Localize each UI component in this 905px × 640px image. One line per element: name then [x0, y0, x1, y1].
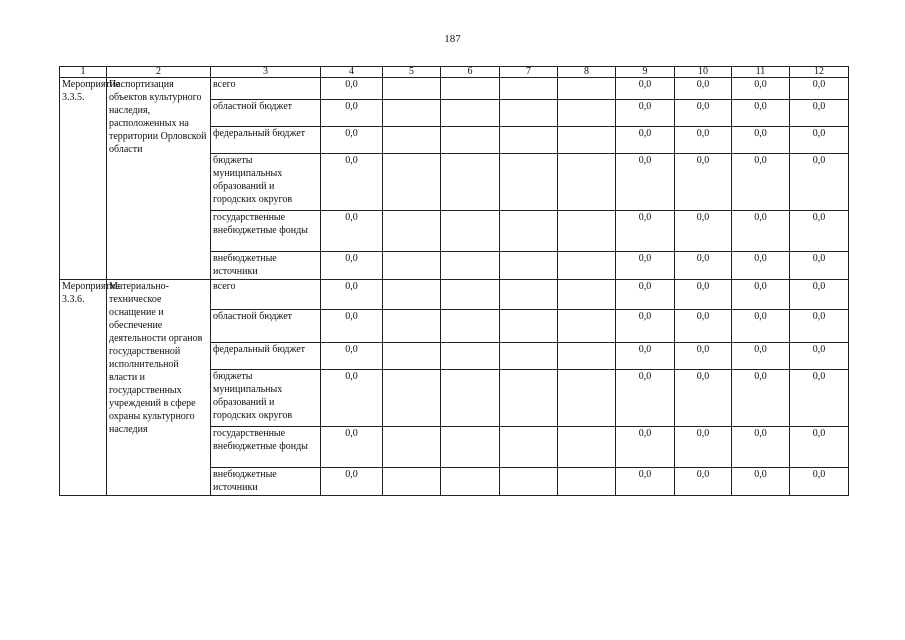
value-cell: 0,0 — [675, 427, 732, 468]
budget-table — [59, 66, 849, 496]
value-cell — [500, 370, 558, 427]
value-cell: 0,0 — [321, 211, 383, 252]
value-cell: 0,0 — [732, 252, 790, 280]
value-cell: 0,0 — [732, 211, 790, 252]
value-cell: 0,0 — [675, 310, 732, 343]
value-cell — [500, 427, 558, 468]
value-cell: 0,0 — [675, 100, 732, 127]
budget-table-body — [60, 78, 849, 496]
funding-source: бюджеты муниципальных образований и городских округов — [211, 154, 321, 211]
value-cell: 0,0 — [732, 154, 790, 211]
column-header: 9 — [616, 67, 675, 78]
value-cell — [558, 370, 616, 427]
value-cell — [500, 100, 558, 127]
value-cell — [383, 100, 441, 127]
value-cell: 0,0 — [321, 100, 383, 127]
value-cell: 0,0 — [616, 468, 675, 496]
value-cell: 0,0 — [732, 427, 790, 468]
funding-source: всего — [211, 78, 321, 100]
funding-source: государственные внебюджетные фонды — [211, 211, 321, 252]
column-header: 10 — [675, 67, 732, 78]
value-cell: 0,0 — [616, 127, 675, 154]
funding-source: всего — [211, 280, 321, 310]
value-cell — [558, 78, 616, 100]
value-cell: 0,0 — [790, 127, 849, 154]
value-cell: 0,0 — [790, 343, 849, 370]
funding-source: федеральный бюджет — [211, 127, 321, 154]
value-cell: 0,0 — [732, 127, 790, 154]
value-cell — [558, 343, 616, 370]
value-cell — [383, 427, 441, 468]
funding-source: государственные внебюджетные фонды — [211, 427, 321, 468]
value-cell — [441, 100, 500, 127]
value-cell: 0,0 — [790, 427, 849, 468]
value-cell: 0,0 — [675, 468, 732, 496]
value-cell: 0,0 — [790, 370, 849, 427]
value-cell — [500, 154, 558, 211]
value-cell: 0,0 — [616, 280, 675, 310]
column-header: 1 — [60, 67, 107, 78]
value-cell — [500, 310, 558, 343]
value-cell: 0,0 — [732, 468, 790, 496]
value-cell: 0,0 — [616, 154, 675, 211]
column-header: 3 — [211, 67, 321, 78]
value-cell: 0,0 — [616, 370, 675, 427]
value-cell: 0,0 — [616, 343, 675, 370]
value-cell — [441, 154, 500, 211]
value-cell: 0,0 — [616, 310, 675, 343]
value-cell — [558, 154, 616, 211]
measure-name: Паспортизация объектов культурного наследия, расположенных на территории Орловской области — [107, 78, 211, 280]
value-cell — [558, 211, 616, 252]
value-cell: 0,0 — [675, 252, 732, 280]
value-cell — [383, 127, 441, 154]
value-cell: 0,0 — [675, 211, 732, 252]
value-cell: 0,0 — [675, 154, 732, 211]
value-cell — [558, 310, 616, 343]
value-cell: 0,0 — [790, 211, 849, 252]
column-header: 11 — [732, 67, 790, 78]
value-cell: 0,0 — [321, 78, 383, 100]
value-cell: 0,0 — [675, 370, 732, 427]
value-cell — [441, 370, 500, 427]
value-cell: 0,0 — [321, 127, 383, 154]
funding-source: областной бюджет — [211, 310, 321, 343]
value-cell: 0,0 — [790, 252, 849, 280]
value-cell: 0,0 — [616, 427, 675, 468]
value-cell: 0,0 — [616, 252, 675, 280]
value-cell: 0,0 — [675, 280, 732, 310]
value-cell: 0,0 — [321, 154, 383, 211]
value-cell: 0,0 — [790, 78, 849, 100]
value-cell — [500, 343, 558, 370]
value-cell — [441, 468, 500, 496]
value-cell — [441, 252, 500, 280]
funding-source: внебюджетные источники — [211, 252, 321, 280]
column-number-row — [60, 67, 849, 78]
measure-code: Мероприятие 3.3.5. — [60, 78, 107, 280]
table-row — [60, 78, 849, 100]
funding-source: федеральный бюджет — [211, 343, 321, 370]
value-cell: 0,0 — [732, 370, 790, 427]
value-cell: 0,0 — [732, 343, 790, 370]
value-cell: 0,0 — [732, 78, 790, 100]
value-cell — [558, 280, 616, 310]
column-header: 8 — [558, 67, 616, 78]
value-cell: 0,0 — [790, 280, 849, 310]
page-number: 187 — [444, 33, 461, 45]
value-cell — [441, 211, 500, 252]
column-header: 4 — [321, 67, 383, 78]
value-cell: 0,0 — [616, 211, 675, 252]
value-cell — [383, 280, 441, 310]
column-header: 12 — [790, 67, 849, 78]
value-cell — [500, 78, 558, 100]
value-cell: 0,0 — [675, 78, 732, 100]
value-cell — [441, 127, 500, 154]
value-cell: 0,0 — [732, 280, 790, 310]
value-cell: 0,0 — [790, 310, 849, 343]
value-cell — [558, 252, 616, 280]
value-cell — [500, 280, 558, 310]
funding-source: внебюджетные источники — [211, 468, 321, 496]
value-cell — [500, 252, 558, 280]
value-cell — [383, 154, 441, 211]
table-row — [60, 280, 849, 310]
column-header: 7 — [500, 67, 558, 78]
value-cell: 0,0 — [321, 343, 383, 370]
value-cell — [558, 127, 616, 154]
column-header: 5 — [383, 67, 441, 78]
value-cell — [500, 211, 558, 252]
value-cell — [383, 252, 441, 280]
value-cell — [441, 427, 500, 468]
value-cell — [558, 100, 616, 127]
value-cell — [558, 427, 616, 468]
value-cell: 0,0 — [321, 310, 383, 343]
value-cell: 0,0 — [321, 370, 383, 427]
value-cell: 0,0 — [790, 154, 849, 211]
value-cell: 0,0 — [321, 280, 383, 310]
value-cell: 0,0 — [675, 343, 732, 370]
value-cell — [500, 468, 558, 496]
column-header: 6 — [441, 67, 500, 78]
value-cell — [441, 310, 500, 343]
value-cell — [383, 211, 441, 252]
value-cell — [383, 343, 441, 370]
value-cell: 0,0 — [675, 127, 732, 154]
value-cell — [441, 343, 500, 370]
value-cell — [500, 127, 558, 154]
value-cell — [558, 468, 616, 496]
value-cell: 0,0 — [321, 468, 383, 496]
value-cell: 0,0 — [732, 100, 790, 127]
value-cell: 0,0 — [321, 252, 383, 280]
value-cell: 0,0 — [616, 78, 675, 100]
value-cell — [383, 310, 441, 343]
measure-code: Мероприятие 3.3.6. — [60, 280, 107, 496]
measure-name: Материально-техническое оснащение и обеспечение деятельности органов государственной исполнительной власти и государственных учреждений в сфере охраны культурного наследия — [107, 280, 211, 496]
funding-source: бюджеты муниципальных образований и городских округов — [211, 370, 321, 427]
value-cell — [383, 78, 441, 100]
value-cell: 0,0 — [321, 427, 383, 468]
value-cell: 0,0 — [790, 100, 849, 127]
value-cell: 0,0 — [732, 310, 790, 343]
value-cell: 0,0 — [616, 100, 675, 127]
column-header: 2 — [107, 67, 211, 78]
value-cell — [441, 280, 500, 310]
value-cell — [383, 370, 441, 427]
value-cell: 0,0 — [790, 468, 849, 496]
funding-source: областной бюджет — [211, 100, 321, 127]
value-cell — [383, 468, 441, 496]
value-cell — [441, 78, 500, 100]
